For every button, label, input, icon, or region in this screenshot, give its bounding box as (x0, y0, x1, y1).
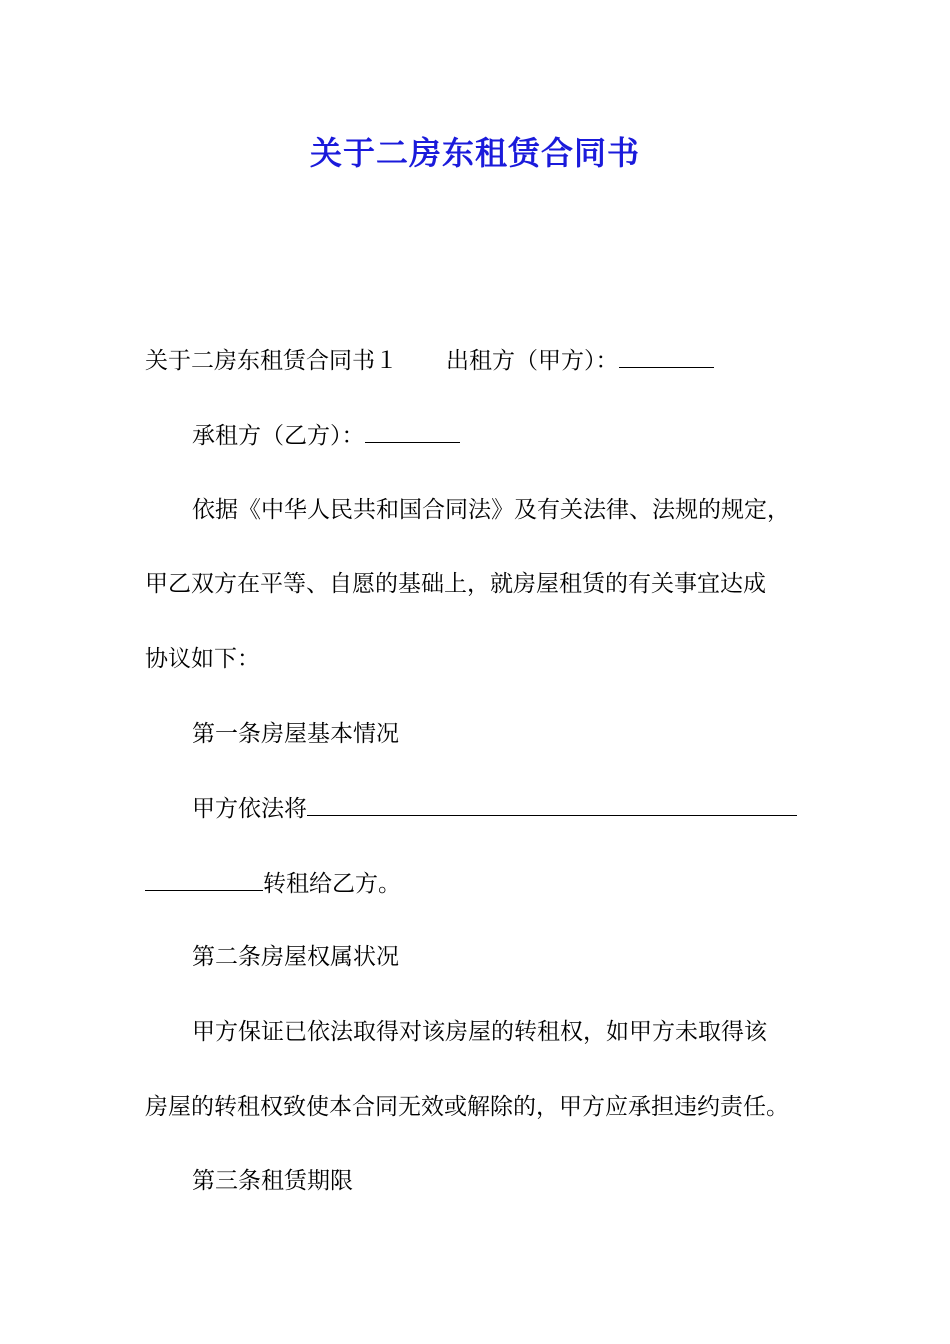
paragraph-line: 协议如下： (145, 646, 260, 672)
paragraph-line: 房屋的转租权致使本合同无效或解除的，甲方应承担违约责任。 (145, 1094, 789, 1120)
lessee-blank (365, 420, 460, 443)
article-1-text: 甲方依法将 (192, 796, 307, 822)
article-3-heading: 第三条租赁期限 (192, 1168, 353, 1194)
lessee-label: 承租方（乙方）： (192, 423, 365, 449)
article-1-line (192, 793, 797, 824)
article-1-text-2: 转租给乙方。 (263, 871, 401, 897)
article-1-line-2 (145, 868, 401, 899)
contract-heading-line (145, 345, 714, 376)
document-title: 关于二房东租赁合同书 (309, 134, 640, 172)
lessor-blank (619, 345, 714, 368)
property-blank (307, 793, 797, 816)
lessee-line (192, 420, 460, 451)
contract-subheading: 关于二房东租赁合同书１ (145, 348, 398, 374)
lessor-label: 出租方（甲方）： (446, 348, 619, 374)
article-2-heading: 第二条房屋权属状况 (192, 944, 399, 970)
paragraph-line: 甲乙双方在平等、自愿的基础上，就房屋租赁的有关事宜达成 (145, 571, 766, 597)
article-1-heading: 第一条房屋基本情况 (192, 721, 399, 747)
property-blank-continued (145, 868, 263, 891)
paragraph-line: 甲方保证已依法取得对该房屋的转租权，如甲方未取得该 (192, 1019, 767, 1045)
paragraph-line: 依据《中华人民共和国合同法》及有关法律、法规的规定， (192, 497, 790, 523)
